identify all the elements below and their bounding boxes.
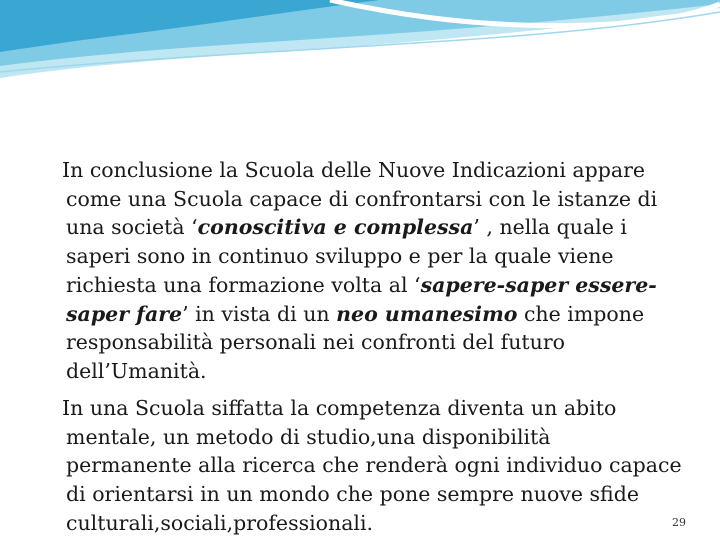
emphasis-text: sapere-saper essere- <box>420 272 657 297</box>
emphasis-text: neo umanesimo <box>336 301 518 326</box>
text-span: permanente alla ricerca che renderà ogni individuo capace <box>66 453 682 478</box>
text-line <box>66 451 706 480</box>
text-line <box>66 271 706 300</box>
text-span: che impone <box>517 301 645 326</box>
competence-paragraph <box>62 394 706 538</box>
text-line <box>66 242 706 271</box>
text-span: dell’Umanità. <box>66 358 207 383</box>
text-span: responsabilità personali nei confronti del futuro <box>66 330 565 355</box>
text-line <box>66 423 706 452</box>
text-span: ’ in vista di un <box>182 301 337 326</box>
text-span: saperi sono in continuo sviluppo e per la quale viene <box>66 244 614 269</box>
text-span: mentale, un metodo di studio,una disponibilità <box>66 424 551 449</box>
text-line <box>66 300 706 329</box>
text-span: culturali,sociali,professionali. <box>66 510 374 535</box>
text-span: come una Scuola capace di confrontarsi con le istanze di <box>66 186 658 211</box>
conclusion-paragraph <box>62 156 706 386</box>
text-line <box>66 357 706 386</box>
text-line <box>66 328 706 357</box>
text-line <box>66 213 706 242</box>
text-span: ’ , nella quale i <box>473 215 627 240</box>
emphasis-text: saper fare <box>66 301 183 326</box>
text-line <box>66 185 706 214</box>
emphasis-text: conoscitiva e complessa <box>197 215 474 240</box>
text-line <box>66 480 706 509</box>
header-wave-decoration <box>0 0 720 90</box>
text-span: richiesta una formazione volta al ‘ <box>66 272 421 297</box>
text-line: In una Scuola siffatta la competenza diventa un abito <box>62 396 617 420</box>
slide-number: 29 <box>672 516 686 529</box>
text-line: In conclusione la Scuola delle Nuove Indicazioni appare <box>62 158 646 182</box>
text-line <box>66 509 706 538</box>
text-span: di orientarsi in un mondo che pone sempre nuove sfide <box>66 482 639 507</box>
text-span: una società ‘ <box>66 215 198 240</box>
